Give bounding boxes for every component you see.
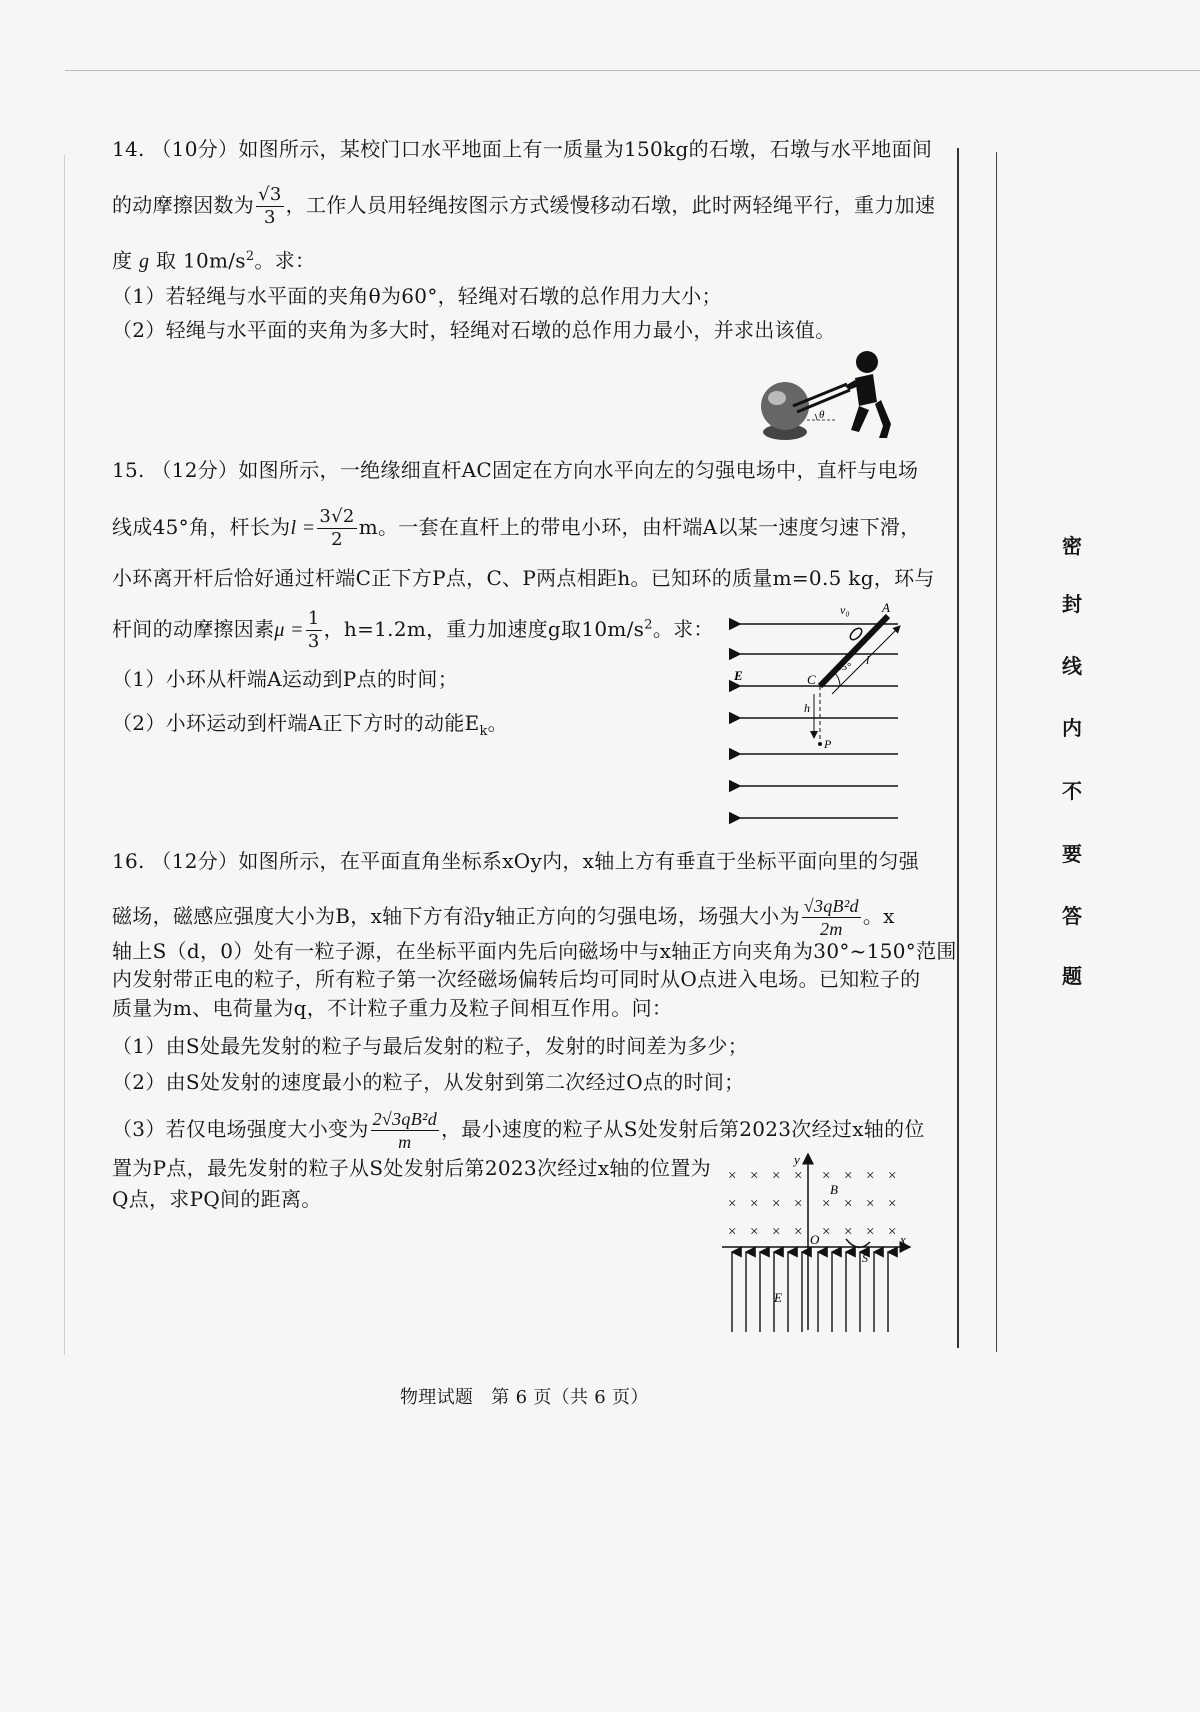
label-s: S bbox=[862, 1251, 868, 1265]
field-cross: × bbox=[794, 1224, 803, 1240]
label-h: h bbox=[804, 701, 810, 715]
label-c: C bbox=[807, 672, 816, 687]
q16-line3: 轴上S（d，0）处有一粒子源，在坐标平面内先后向磁场中与x轴正方向夹角为30°~150°范围 bbox=[112, 939, 957, 963]
field-cross: × bbox=[728, 1168, 737, 1184]
q14-fraction: $\frac{√3}{3}$ bbox=[258, 184, 282, 228]
field-cross: × bbox=[888, 1196, 897, 1212]
field-cross: × bbox=[888, 1168, 897, 1184]
q15-line4: 杆间的动摩擦因素μ = $\frac{1}{3}$ ，h=1.2m，重力加速度g取$10m/s^2$。求： bbox=[112, 608, 714, 652]
q15-line1: 15. （12分）如图所示，一绝缘细直杆AC固定在方向水平向左的匀强电场中，直杆与电场 bbox=[112, 458, 919, 482]
field-cross: × bbox=[844, 1168, 853, 1184]
q16-sub2: （2）由S处发射的速度最小的粒子，从发射到第二次经过O点的时间； bbox=[112, 1070, 745, 1094]
seal-line-left bbox=[957, 148, 959, 1348]
q16-sub3-cont2: Q点，求PQ间的距离。 bbox=[112, 1187, 322, 1211]
theta-label: θ bbox=[819, 409, 825, 421]
q15-mu-fraction: $\frac{1}{3}$ bbox=[307, 608, 320, 652]
seal-char: 内 bbox=[1062, 716, 1082, 740]
label-o: O bbox=[810, 1232, 820, 1247]
page-footer: 物理试题 第 6 页（共 6 页） bbox=[400, 1387, 649, 1408]
field-cross: × bbox=[750, 1224, 759, 1240]
q16-line2: 磁场，磁感应强度大小为B，x轴下方有沿y轴正方向的匀强电场，场强大小为 $\frac{\text{√3qB²d}}{2m}$ 。x bbox=[112, 896, 895, 939]
q16-sub1: （1）由S处最先发射的粒子与最后发射的粒子，发射的时间差为多少； bbox=[112, 1034, 749, 1058]
label-v0: v₀ bbox=[840, 603, 850, 617]
point-p bbox=[818, 742, 822, 746]
q14-figure bbox=[755, 340, 905, 450]
field-lines bbox=[740, 624, 898, 818]
seal-char: 题 bbox=[1062, 964, 1082, 988]
label-a: A bbox=[882, 600, 890, 615]
rod-ac bbox=[820, 616, 888, 686]
q14-line3: 度 g 取 $10m/s^2$。求： bbox=[112, 248, 316, 273]
field-cross: × bbox=[728, 1224, 737, 1240]
q14-sub1: （1）若轻绳与水平面的夹角θ为60°，轻绳对石墩的总作用力大小； bbox=[112, 284, 722, 308]
field-cross: × bbox=[844, 1196, 853, 1212]
q15-figure bbox=[728, 598, 908, 830]
particle-arc bbox=[846, 1239, 870, 1247]
field-cross: × bbox=[750, 1196, 759, 1212]
q16-sub3: （3）若仅电场强度大小变为 $\frac{\text{2√3qB²d}}{m}$ ，最小速度的粒子从S处发射后第2023次经过x轴的位 bbox=[112, 1109, 925, 1152]
seal-char: 密 bbox=[1062, 534, 1082, 558]
q14-line2: 的动摩擦因数为 $\frac{√3}{3}$ ，工作人员用轻绳按图示方式缓慢移动石墩，此时两轻绳平行，重力加速 bbox=[112, 184, 936, 228]
q16-line5: 质量为m、电荷量为q，不计粒子重力及粒子间相互作用。问： bbox=[112, 996, 673, 1020]
field-cross: × bbox=[822, 1224, 831, 1240]
seal-char: 线 bbox=[1062, 654, 1082, 678]
label-angle: 45° bbox=[836, 661, 852, 673]
q14-sub2: （2）轻绳与水平面的夹角为多大时，轻绳对石墩的总作用力最小，并求出该值。 bbox=[112, 318, 836, 342]
label-y: y bbox=[794, 1152, 800, 1167]
q15-line2: 线成45°角，杆长为l = $\frac{3√2}{2}$ m。一套在直杆上的带电小环，由杆端A以某一速度匀速下滑， bbox=[112, 506, 921, 550]
field-cross: × bbox=[888, 1224, 897, 1240]
q15-sub2: （2）小环运动到杆端A正下方时的动能$E_k$。 bbox=[112, 711, 508, 739]
field-cross: × bbox=[750, 1168, 759, 1184]
field-cross: × bbox=[794, 1168, 803, 1184]
label-e: E bbox=[734, 668, 743, 683]
field-cross: × bbox=[866, 1196, 875, 1212]
q14-line1: 14. （10分）如图所示，某校门口水平地面上有一质量为150kg的石墩，石墩与水平地面间 bbox=[112, 137, 933, 161]
label-x: x bbox=[900, 1232, 906, 1247]
seal-char: 答 bbox=[1062, 904, 1082, 928]
field-cross: × bbox=[866, 1168, 875, 1184]
label-e: E bbox=[774, 1290, 782, 1305]
left-margin-line bbox=[64, 155, 65, 1355]
field-cross: × bbox=[772, 1168, 781, 1184]
field-cross: × bbox=[728, 1196, 737, 1212]
field-cross: × bbox=[772, 1196, 781, 1212]
q16-e-fraction: $\frac{\text{√3qB²d}}{2m}$ bbox=[803, 896, 859, 939]
q16-line1: 16. （12分）如图所示，在平面直角坐标系xOy内，x轴上方有垂直于坐标平面向里的匀强 bbox=[112, 849, 920, 873]
field-cross: × bbox=[822, 1168, 831, 1184]
field-cross: × bbox=[772, 1224, 781, 1240]
field-cross: × bbox=[866, 1224, 875, 1240]
seal-char: 不 bbox=[1062, 779, 1082, 803]
label-p: P bbox=[824, 737, 832, 751]
field-cross: × bbox=[822, 1196, 831, 1212]
seal-char: 封 bbox=[1062, 592, 1082, 616]
label-b: B bbox=[830, 1182, 838, 1197]
magnetic-field-crosses bbox=[728, 1168, 896, 1240]
q15-line3: 小环离开杆后恰好通过杆端C正下方P点，C、P两点相距h。已知环的质量m=0.5 kg，环与 bbox=[112, 566, 935, 590]
q16-sub3-cont1: 置为P点，最先发射的粒子从S处发射后第2023次经过x轴的位置为 bbox=[112, 1156, 711, 1180]
top-rule bbox=[65, 70, 1200, 71]
q16-e2-fraction: $\frac{\text{2√3qB²d}}{m}$ bbox=[372, 1109, 437, 1152]
seal-char: 要 bbox=[1062, 842, 1082, 866]
seal-line-right bbox=[996, 152, 997, 1352]
field-cross: × bbox=[844, 1224, 853, 1240]
q16-line4: 内发射带正电的粒子，所有粒子第一次经磁场偏转后均可同时从O点进入电场。已知粒子的 bbox=[112, 967, 921, 991]
person-body bbox=[855, 374, 877, 406]
q16-figure bbox=[718, 1150, 918, 1335]
q15-length-fraction: $\frac{3√2}{2}$ bbox=[319, 506, 355, 550]
label-l: l bbox=[866, 653, 870, 667]
person-head bbox=[856, 351, 878, 373]
q15-sub1: （1）小环从杆端A运动到P点的时间； bbox=[112, 667, 459, 691]
stone-pier-ball bbox=[761, 382, 809, 430]
field-cross: × bbox=[794, 1196, 803, 1212]
